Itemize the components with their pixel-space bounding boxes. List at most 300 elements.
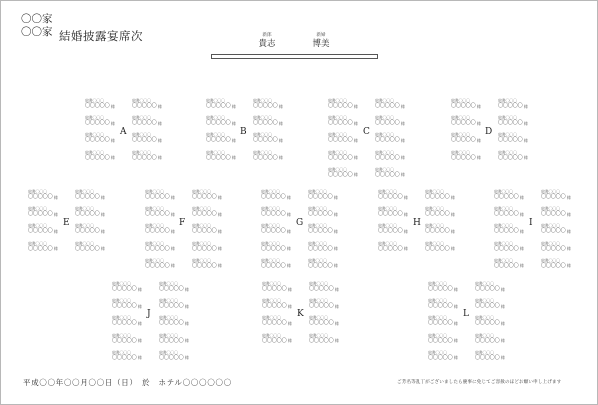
guest-title: 肩書〇〇〇 bbox=[159, 298, 178, 304]
guest-honorific: 様 bbox=[477, 155, 481, 161]
guest-honorific: 様 bbox=[101, 194, 105, 200]
guest-honorific: 様 bbox=[520, 211, 524, 217]
guest-seat bbox=[192, 223, 232, 236]
guest-seat bbox=[494, 258, 534, 271]
guest-title: 肩書〇〇〇 bbox=[328, 98, 347, 103]
guest-name: 〇〇〇〇〇 bbox=[428, 354, 453, 361]
family-name-2: 〇〇家 bbox=[21, 26, 53, 38]
guest-title: 肩書〇〇〇 bbox=[328, 132, 347, 138]
guest-seat bbox=[475, 315, 515, 328]
guest-seat bbox=[494, 241, 534, 254]
guest-title: 肩書〇〇〇 bbox=[262, 315, 281, 321]
guest-title: 肩書〇〇〇 bbox=[159, 332, 178, 338]
guest-honorific: 様 bbox=[354, 172, 358, 178]
guest-honorific: 様 bbox=[158, 103, 162, 109]
guest-name: 〇〇〇〇〇 bbox=[428, 286, 453, 292]
guest-name: 〇〇〇〇〇 bbox=[328, 120, 353, 127]
guest-seat bbox=[159, 350, 199, 363]
guest-honorific: 様 bbox=[232, 137, 236, 143]
guest-honorific: 様 bbox=[524, 137, 528, 143]
guest-honorific: 様 bbox=[54, 211, 58, 217]
guest-honorific: 様 bbox=[287, 246, 291, 252]
guest-title: 肩書〇〇〇 bbox=[75, 240, 94, 246]
guest-name: 〇〇〇〇〇 bbox=[85, 120, 110, 127]
guest-title: 肩書〇〇〇 bbox=[206, 132, 225, 138]
guest-name: 〇〇〇〇〇 bbox=[425, 228, 450, 235]
guest-title: 肩書〇〇〇 bbox=[328, 149, 347, 155]
guest-name: 〇〇〇〇〇 bbox=[28, 211, 53, 218]
guest-honorific: 様 bbox=[404, 194, 408, 200]
guest-honorific: 様 bbox=[171, 194, 175, 200]
guest-name: 〇〇〇〇〇 bbox=[494, 245, 519, 252]
guest-title: 肩書〇〇〇 bbox=[206, 115, 225, 121]
guest-name: 〇〇〇〇〇 bbox=[308, 194, 333, 200]
guest-seat bbox=[253, 132, 293, 145]
guest-title: 肩書〇〇〇 bbox=[328, 166, 347, 172]
guest-title: 肩書〇〇〇 bbox=[112, 349, 131, 355]
guest-honorific: 様 bbox=[111, 103, 115, 109]
table-label: K bbox=[297, 309, 304, 319]
guest-honorific: 様 bbox=[501, 338, 505, 344]
guest-honorific: 様 bbox=[101, 211, 105, 217]
guest-seat bbox=[475, 281, 515, 294]
guest-name: 〇〇〇〇〇 bbox=[308, 245, 333, 252]
guest-title: 肩書〇〇〇 bbox=[541, 223, 560, 229]
guest-name: 〇〇〇〇〇 bbox=[541, 194, 566, 200]
guest-title: 肩書〇〇〇 bbox=[428, 298, 447, 304]
guest-honorific: 様 bbox=[354, 120, 358, 126]
guest-name: 〇〇〇〇〇 bbox=[309, 303, 334, 310]
guest-name: 〇〇〇〇〇 bbox=[85, 103, 110, 109]
guest-honorific: 様 bbox=[501, 355, 505, 361]
guest-seat bbox=[28, 223, 68, 236]
guest-seat bbox=[498, 115, 538, 128]
guest-seat bbox=[132, 132, 172, 145]
guest-seat bbox=[85, 98, 125, 111]
guest-name: 〇〇〇〇〇 bbox=[192, 211, 217, 218]
guest-name: 〇〇〇〇〇 bbox=[206, 103, 231, 109]
guest-honorific: 様 bbox=[524, 103, 528, 109]
guest-seat bbox=[145, 241, 185, 254]
guest-seat bbox=[261, 206, 301, 219]
guest-name: 〇〇〇〇〇 bbox=[145, 228, 170, 235]
guest-honorific: 様 bbox=[288, 338, 292, 344]
guest-seat bbox=[308, 241, 348, 254]
guest-title: 肩書〇〇〇 bbox=[28, 206, 47, 212]
guest-seat bbox=[328, 115, 368, 128]
guest-name: 〇〇〇〇〇 bbox=[425, 245, 450, 252]
guest-name: 〇〇〇〇〇 bbox=[159, 320, 184, 327]
guest-seat bbox=[308, 206, 348, 219]
guest-name: 〇〇〇〇〇 bbox=[192, 228, 217, 235]
guest-honorific: 様 bbox=[454, 320, 458, 326]
guest-name: 〇〇〇〇〇 bbox=[475, 286, 500, 292]
guest-name: 〇〇〇〇〇 bbox=[308, 211, 333, 218]
guest-honorific: 様 bbox=[287, 228, 291, 234]
guest-title: 肩書〇〇〇 bbox=[451, 149, 470, 155]
guest-name: 〇〇〇〇〇 bbox=[375, 137, 400, 144]
guest-seat bbox=[428, 298, 468, 311]
guest-name: 〇〇〇〇〇 bbox=[378, 228, 403, 235]
guest-seat bbox=[428, 315, 468, 328]
guest-honorific: 様 bbox=[232, 155, 236, 161]
guest-honorific: 様 bbox=[218, 211, 222, 217]
guest-title: 肩書〇〇〇 bbox=[85, 98, 104, 103]
guest-honorific: 様 bbox=[501, 320, 505, 326]
guest-title: 肩書〇〇〇 bbox=[145, 257, 164, 263]
guest-seat bbox=[262, 298, 302, 311]
guest-name: 〇〇〇〇〇 bbox=[75, 211, 100, 218]
guest-name: 〇〇〇〇〇 bbox=[308, 262, 333, 269]
guest-honorific: 様 bbox=[404, 211, 408, 217]
guest-honorific: 様 bbox=[454, 338, 458, 344]
guest-seat bbox=[262, 333, 302, 346]
guest-honorific: 様 bbox=[334, 263, 338, 269]
guest-honorific: 様 bbox=[218, 194, 222, 200]
guest-title: 肩書〇〇〇 bbox=[494, 240, 513, 246]
guest-seat bbox=[328, 150, 368, 163]
table-label: A bbox=[120, 127, 127, 137]
guest-honorific: 様 bbox=[404, 228, 408, 234]
guest-title: 肩書〇〇〇 bbox=[132, 98, 151, 103]
guest-title: 肩書〇〇〇 bbox=[425, 206, 444, 212]
guest-honorific: 様 bbox=[567, 246, 571, 252]
guest-seat bbox=[112, 350, 152, 363]
guest-name: 〇〇〇〇〇 bbox=[85, 137, 110, 144]
bride-block bbox=[301, 33, 341, 49]
guest-honorific: 様 bbox=[567, 263, 571, 269]
guest-honorific: 様 bbox=[171, 228, 175, 234]
guest-honorific: 様 bbox=[185, 303, 189, 309]
footer-note: ご芳名等乱丁がございましたら慶事に免じてご容赦のほどお願い申し上げます bbox=[397, 380, 562, 385]
guest-seat bbox=[159, 333, 199, 346]
guest-name: 〇〇〇〇〇 bbox=[262, 337, 287, 344]
guest-honorific: 様 bbox=[334, 246, 338, 252]
guest-name: 〇〇〇〇〇 bbox=[145, 245, 170, 252]
guest-honorific: 様 bbox=[335, 320, 339, 326]
guest-seat bbox=[75, 206, 115, 219]
guest-title: 肩書〇〇〇 bbox=[451, 98, 470, 103]
guest-title: 肩書〇〇〇 bbox=[28, 240, 47, 246]
guest-name: 〇〇〇〇〇 bbox=[308, 228, 333, 235]
guest-honorific: 様 bbox=[54, 246, 58, 252]
guest-name: 〇〇〇〇〇 bbox=[28, 228, 53, 235]
guest-name: 〇〇〇〇〇 bbox=[261, 245, 286, 252]
guest-honorific: 様 bbox=[54, 194, 58, 200]
guest-honorific: 様 bbox=[171, 263, 175, 269]
guest-name: 〇〇〇〇〇 bbox=[261, 262, 286, 269]
guest-title: 肩書〇〇〇 bbox=[375, 166, 394, 172]
guest-seat bbox=[378, 223, 418, 236]
guest-honorific: 様 bbox=[354, 103, 358, 109]
guest-seat bbox=[494, 223, 534, 236]
guest-title: 肩書〇〇〇 bbox=[308, 189, 327, 194]
guest-name: 〇〇〇〇〇 bbox=[375, 171, 400, 178]
guest-seat bbox=[541, 206, 581, 219]
guest-name: 〇〇〇〇〇 bbox=[85, 154, 110, 161]
guest-honorific: 様 bbox=[185, 286, 189, 292]
guest-seat bbox=[375, 98, 415, 111]
guest-name: 〇〇〇〇〇 bbox=[206, 120, 231, 127]
guest-honorific: 様 bbox=[524, 155, 528, 161]
guest-seat bbox=[261, 223, 301, 236]
guest-name: 〇〇〇〇〇 bbox=[75, 228, 100, 235]
guest-seat bbox=[375, 115, 415, 128]
guest-name: 〇〇〇〇〇 bbox=[425, 194, 450, 200]
guest-name: 〇〇〇〇〇 bbox=[112, 303, 137, 310]
guest-honorific: 様 bbox=[101, 246, 105, 252]
guest-honorific: 様 bbox=[567, 228, 571, 234]
guest-seat bbox=[498, 150, 538, 163]
guest-name: 〇〇〇〇〇 bbox=[498, 137, 523, 144]
guest-seat bbox=[75, 223, 115, 236]
guest-seat bbox=[192, 189, 232, 202]
guest-honorific: 様 bbox=[451, 228, 455, 234]
guest-seat bbox=[261, 189, 301, 202]
guest-seat bbox=[378, 241, 418, 254]
guest-seat bbox=[262, 281, 302, 294]
guest-honorific: 様 bbox=[451, 246, 455, 252]
guest-seat bbox=[309, 298, 349, 311]
guest-title: 肩書〇〇〇 bbox=[378, 223, 397, 229]
guest-title: 肩書〇〇〇 bbox=[262, 332, 281, 338]
guest-name: 〇〇〇〇〇 bbox=[475, 354, 500, 361]
guest-honorific: 様 bbox=[138, 355, 142, 361]
guest-title: 肩書〇〇〇 bbox=[75, 223, 94, 229]
guest-title: 肩書〇〇〇 bbox=[192, 257, 211, 263]
guest-title: 肩書〇〇〇 bbox=[253, 115, 272, 121]
guest-name: 〇〇〇〇〇 bbox=[253, 137, 278, 144]
guest-name: 〇〇〇〇〇 bbox=[498, 154, 523, 161]
guest-title: 肩書〇〇〇 bbox=[206, 98, 225, 103]
guest-honorific: 様 bbox=[454, 355, 458, 361]
guest-title: 肩書〇〇〇 bbox=[498, 132, 517, 138]
guest-seat bbox=[328, 132, 368, 145]
guest-name: 〇〇〇〇〇 bbox=[112, 286, 137, 292]
guest-seat bbox=[541, 223, 581, 236]
guest-seat bbox=[206, 98, 246, 111]
guest-honorific: 様 bbox=[288, 303, 292, 309]
guest-honorific: 様 bbox=[520, 228, 524, 234]
guest-name: 〇〇〇〇〇 bbox=[132, 103, 157, 109]
guest-name: 〇〇〇〇〇 bbox=[159, 286, 184, 292]
guest-title: 肩書〇〇〇 bbox=[451, 132, 470, 138]
guest-title: 肩書〇〇〇 bbox=[262, 298, 281, 304]
guest-honorific: 様 bbox=[185, 355, 189, 361]
guest-name: 〇〇〇〇〇 bbox=[451, 103, 476, 109]
guest-title: 肩書〇〇〇 bbox=[498, 98, 517, 103]
guest-name: 〇〇〇〇〇 bbox=[541, 211, 566, 218]
guest-title: 肩書〇〇〇 bbox=[145, 223, 164, 229]
guest-title: 肩書〇〇〇 bbox=[475, 315, 494, 321]
guest-title: 肩書〇〇〇 bbox=[132, 115, 151, 121]
guest-title: 肩書〇〇〇 bbox=[428, 332, 447, 338]
table-label: E bbox=[63, 218, 70, 228]
guest-seat bbox=[206, 150, 246, 163]
guest-seat bbox=[475, 333, 515, 346]
guest-seat bbox=[375, 132, 415, 145]
guest-title: 肩書〇〇〇 bbox=[425, 223, 444, 229]
guest-name: 〇〇〇〇〇 bbox=[262, 320, 287, 327]
guest-name: 〇〇〇〇〇 bbox=[425, 211, 450, 218]
guest-seat bbox=[451, 150, 491, 163]
guest-seat bbox=[132, 98, 172, 111]
guest-honorific: 様 bbox=[520, 194, 524, 200]
guest-title: 肩書〇〇〇 bbox=[112, 332, 131, 338]
guest-honorific: 様 bbox=[279, 120, 283, 126]
guest-title: 肩書〇〇〇 bbox=[159, 281, 178, 286]
guest-honorific: 様 bbox=[404, 246, 408, 252]
guest-seat bbox=[28, 189, 68, 202]
table-label: H bbox=[413, 218, 421, 228]
guest-honorific: 様 bbox=[111, 155, 115, 161]
guest-title: 肩書〇〇〇 bbox=[28, 189, 47, 194]
guest-honorific: 様 bbox=[138, 286, 142, 292]
guest-name: 〇〇〇〇〇 bbox=[261, 228, 286, 235]
guest-name: 〇〇〇〇〇 bbox=[475, 303, 500, 310]
guest-honorific: 様 bbox=[101, 228, 105, 234]
guest-title: 肩書〇〇〇 bbox=[378, 240, 397, 246]
guest-name: 〇〇〇〇〇 bbox=[328, 171, 353, 178]
guest-title: 肩書〇〇〇 bbox=[494, 206, 513, 212]
guest-name: 〇〇〇〇〇 bbox=[375, 154, 400, 161]
guest-title: 肩書〇〇〇 bbox=[375, 115, 394, 121]
guest-seat bbox=[85, 115, 125, 128]
guest-seat bbox=[425, 206, 465, 219]
guest-title: 肩書〇〇〇 bbox=[262, 281, 281, 286]
guest-name: 〇〇〇〇〇 bbox=[428, 320, 453, 327]
guest-seat bbox=[328, 98, 368, 111]
guest-title: 肩書〇〇〇 bbox=[309, 315, 328, 321]
guest-seat bbox=[494, 206, 534, 219]
guest-seat bbox=[425, 241, 465, 254]
guest-seat bbox=[159, 298, 199, 311]
guest-title: 肩書〇〇〇 bbox=[75, 189, 94, 194]
guest-name: 〇〇〇〇〇 bbox=[494, 211, 519, 218]
guest-honorific: 様 bbox=[501, 303, 505, 309]
guest-title: 肩書〇〇〇 bbox=[498, 149, 517, 155]
guest-title: 肩書〇〇〇 bbox=[192, 240, 211, 246]
guest-honorific: 様 bbox=[54, 228, 58, 234]
guest-name: 〇〇〇〇〇 bbox=[451, 154, 476, 161]
guest-seat bbox=[192, 206, 232, 219]
guest-honorific: 様 bbox=[354, 155, 358, 161]
guest-honorific: 様 bbox=[218, 246, 222, 252]
guest-honorific: 様 bbox=[288, 286, 292, 292]
guest-title: 肩書〇〇〇 bbox=[206, 149, 225, 155]
guest-honorific: 様 bbox=[279, 137, 283, 143]
guest-seat bbox=[475, 298, 515, 311]
guest-honorific: 様 bbox=[334, 194, 338, 200]
guest-name: 〇〇〇〇〇 bbox=[132, 120, 157, 127]
guest-title: 肩書〇〇〇 bbox=[498, 115, 517, 121]
guest-honorific: 様 bbox=[401, 137, 405, 143]
guest-name: 〇〇〇〇〇 bbox=[378, 211, 403, 218]
guest-title: 肩書〇〇〇 bbox=[145, 240, 164, 246]
guest-name: 〇〇〇〇〇 bbox=[28, 194, 53, 200]
main-table bbox=[211, 54, 378, 59]
guest-title: 肩書〇〇〇 bbox=[253, 132, 272, 138]
guest-title: 肩書〇〇〇 bbox=[375, 149, 394, 155]
guest-name: 〇〇〇〇〇 bbox=[375, 120, 400, 127]
guest-seat bbox=[308, 258, 348, 271]
table-label: G bbox=[296, 218, 304, 228]
guest-title: 肩書〇〇〇 bbox=[428, 281, 447, 286]
guest-seat bbox=[253, 98, 293, 111]
guest-honorific: 様 bbox=[401, 120, 405, 126]
guest-seat bbox=[192, 241, 232, 254]
guest-honorific: 様 bbox=[287, 263, 291, 269]
table-label: B bbox=[240, 127, 247, 137]
guest-title: 肩書〇〇〇 bbox=[75, 206, 94, 212]
guest-honorific: 様 bbox=[287, 211, 291, 217]
table-label: J bbox=[147, 309, 151, 319]
guest-name: 〇〇〇〇〇 bbox=[112, 337, 137, 344]
guest-title: 肩書〇〇〇 bbox=[145, 206, 164, 212]
guest-seat bbox=[159, 281, 199, 294]
guest-title: 肩書〇〇〇 bbox=[192, 206, 211, 212]
guest-seat bbox=[145, 189, 185, 202]
guest-title: 肩書〇〇〇 bbox=[261, 257, 280, 263]
guest-title: 肩書〇〇〇 bbox=[85, 132, 104, 138]
guest-title: 肩書〇〇〇 bbox=[132, 149, 151, 155]
guest-name: 〇〇〇〇〇 bbox=[378, 245, 403, 252]
guest-seat bbox=[308, 189, 348, 202]
guest-honorific: 様 bbox=[477, 103, 481, 109]
groom-name: 貴志 bbox=[258, 39, 276, 49]
guest-honorific: 様 bbox=[158, 155, 162, 161]
guest-name: 〇〇〇〇〇 bbox=[262, 303, 287, 310]
guest-title: 肩書〇〇〇 bbox=[309, 332, 328, 338]
guest-honorific: 様 bbox=[401, 103, 405, 109]
guest-seat bbox=[541, 189, 581, 202]
guest-title: 肩書〇〇〇 bbox=[541, 240, 560, 246]
guest-title: 肩書〇〇〇 bbox=[261, 189, 280, 194]
guest-title: 肩書〇〇〇 bbox=[132, 132, 151, 138]
guest-name: 〇〇〇〇〇 bbox=[261, 211, 286, 218]
guest-name: 〇〇〇〇〇 bbox=[309, 286, 334, 292]
guest-honorific: 様 bbox=[354, 137, 358, 143]
guest-seat bbox=[85, 132, 125, 145]
guest-title: 肩書〇〇〇 bbox=[494, 223, 513, 229]
guest-name: 〇〇〇〇〇 bbox=[261, 194, 286, 200]
guest-honorific: 様 bbox=[401, 172, 405, 178]
guest-seat bbox=[112, 298, 152, 311]
guest-name: 〇〇〇〇〇 bbox=[475, 337, 500, 344]
guest-title: 肩書〇〇〇 bbox=[428, 349, 447, 355]
guest-title: 肩書〇〇〇 bbox=[375, 98, 394, 103]
guest-name: 〇〇〇〇〇 bbox=[75, 245, 100, 252]
guest-name: 〇〇〇〇〇 bbox=[253, 103, 278, 109]
guest-title: 肩書〇〇〇 bbox=[378, 206, 397, 212]
guest-seat bbox=[541, 258, 581, 271]
guest-name: 〇〇〇〇〇 bbox=[541, 245, 566, 252]
guest-honorific: 様 bbox=[111, 120, 115, 126]
guest-honorific: 様 bbox=[288, 320, 292, 326]
guest-seat bbox=[112, 315, 152, 328]
guest-honorific: 様 bbox=[218, 228, 222, 234]
guest-honorific: 様 bbox=[232, 103, 236, 109]
table-label: C bbox=[363, 127, 370, 137]
guest-seat bbox=[28, 206, 68, 219]
guest-honorific: 様 bbox=[454, 303, 458, 309]
guest-title: 肩書〇〇〇 bbox=[309, 281, 328, 286]
guest-title: 肩書〇〇〇 bbox=[328, 115, 347, 121]
guest-honorific: 様 bbox=[520, 263, 524, 269]
guest-honorific: 様 bbox=[138, 320, 142, 326]
guest-seat bbox=[378, 206, 418, 219]
guest-honorific: 様 bbox=[171, 211, 175, 217]
